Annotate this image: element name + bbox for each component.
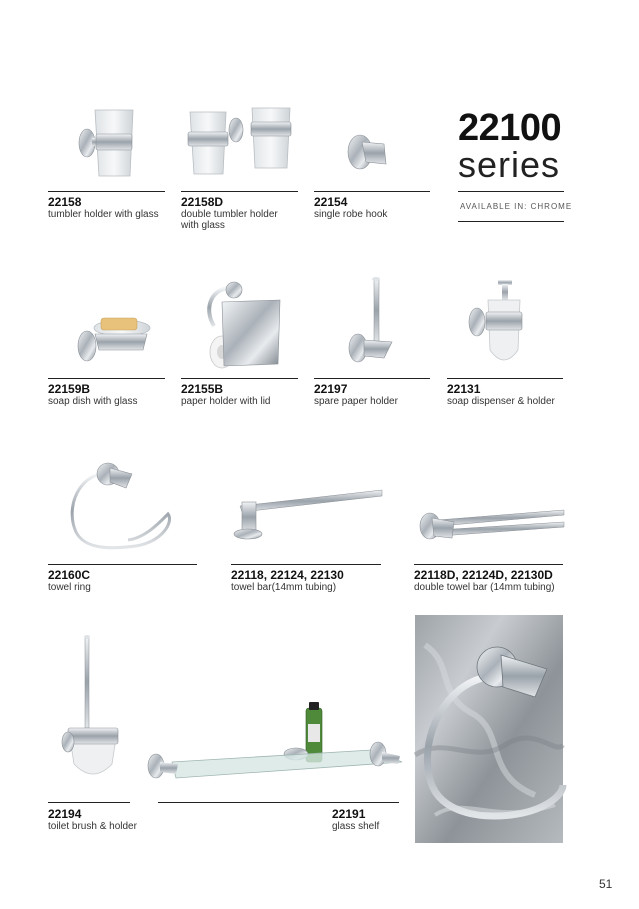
double-towel-bar-image bbox=[418, 506, 564, 546]
robe-hook-image bbox=[346, 132, 390, 172]
glass-shelf-image bbox=[146, 702, 404, 782]
rule-22158d bbox=[181, 191, 298, 192]
product-desc-22158d: double tumbler holder bbox=[181, 209, 278, 220]
rule-22194 bbox=[48, 802, 130, 803]
product-desc-22191: glass shelf bbox=[332, 821, 380, 832]
soap-dispenser-image bbox=[468, 278, 524, 370]
product-desc-22160c: towel ring bbox=[48, 582, 91, 593]
paper-holder-image bbox=[200, 280, 282, 370]
tumbler-holder-image bbox=[78, 108, 148, 180]
towel-ring-lifestyle-photo bbox=[415, 615, 563, 843]
soap-dish-image bbox=[77, 316, 151, 366]
product-code-22160c: 22160C bbox=[48, 568, 91, 582]
availability-label: AVAILABLE IN: CHROME bbox=[460, 202, 573, 211]
rule-22160c bbox=[48, 564, 197, 565]
towel-bar-image bbox=[232, 484, 384, 544]
rule-22131 bbox=[447, 378, 563, 379]
product-code-22191: 22191 bbox=[332, 807, 366, 821]
product-desc-22158d-line2: with glass bbox=[181, 220, 225, 231]
rule-22158 bbox=[48, 191, 165, 192]
product-code-22158d: 22158D bbox=[181, 195, 224, 209]
product-code-22155b: 22155B bbox=[181, 382, 224, 396]
product-desc-22159b: soap dish with glass bbox=[48, 396, 138, 407]
toilet-brush-image bbox=[62, 634, 122, 784]
product-desc-22197: spare paper holder bbox=[314, 396, 398, 407]
rule-22118d bbox=[414, 564, 563, 565]
towel-ring-image bbox=[66, 460, 176, 550]
rule-22118 bbox=[231, 564, 381, 565]
product-code-22159b: 22159B bbox=[48, 382, 91, 396]
series-number: 22100 bbox=[458, 107, 562, 149]
product-code-22154: 22154 bbox=[314, 195, 348, 209]
product-desc-22118d: double towel bar (14mm tubing) bbox=[414, 582, 555, 593]
rule-22154 bbox=[314, 191, 430, 192]
title-rule-bottom bbox=[458, 221, 564, 222]
product-desc-22131: soap dispenser & holder bbox=[447, 396, 555, 407]
product-code-22194: 22194 bbox=[48, 807, 82, 821]
product-desc-22194: toilet brush & holder bbox=[48, 821, 137, 832]
double-tumbler-holder-image bbox=[188, 106, 298, 178]
series-word: series bbox=[458, 144, 561, 185]
product-code-22131: 22131 bbox=[447, 382, 481, 396]
rule-22197 bbox=[314, 378, 430, 379]
product-desc-22118: towel bar(14mm tubing) bbox=[231, 582, 337, 593]
rule-22155b bbox=[181, 378, 298, 379]
product-code-22197: 22197 bbox=[314, 382, 348, 396]
rule-22191 bbox=[158, 802, 399, 803]
product-code-22118: 22118, 22124, 22130 bbox=[231, 568, 344, 582]
page-number: 51 bbox=[599, 877, 613, 891]
product-desc-22154: single robe hook bbox=[314, 209, 388, 220]
spare-paper-holder-image bbox=[348, 276, 396, 366]
product-code-22158: 22158 bbox=[48, 195, 82, 209]
title-rule-top bbox=[458, 191, 564, 192]
product-code-22118d: 22118D, 22124D, 22130D bbox=[414, 568, 553, 582]
product-desc-22155b: paper holder with lid bbox=[181, 396, 271, 407]
rule-22159b bbox=[48, 378, 165, 379]
product-desc-22158: tumbler holder with glass bbox=[48, 209, 159, 220]
